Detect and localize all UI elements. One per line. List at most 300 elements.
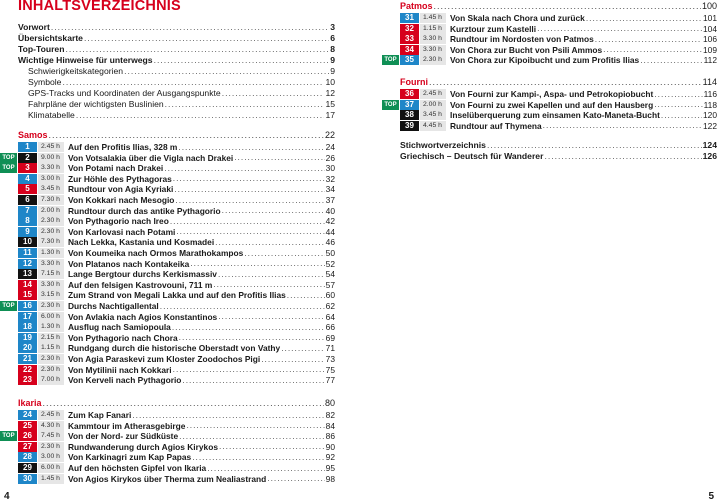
top-tour-badge: TOP xyxy=(382,100,399,110)
tour-page: 32 xyxy=(325,173,335,184)
tour-page: 69 xyxy=(325,332,335,343)
tour-number: 27 xyxy=(18,442,37,452)
tour-entry[interactable] xyxy=(18,184,335,194)
tour-title: Kammtour im Atherasgebirge xyxy=(68,420,186,431)
entry-label: Fourni xyxy=(400,77,428,87)
dot-leader xyxy=(213,279,324,290)
tour-page: 82 xyxy=(325,410,335,420)
dot-leader xyxy=(178,142,324,153)
dot-leader xyxy=(640,55,702,66)
dot-leader xyxy=(192,452,324,463)
dot-leader xyxy=(65,44,329,55)
dot-leader xyxy=(190,258,324,269)
tour-title: Von Fourni zur Kampi-, Aspa- und Petrokopiobucht xyxy=(450,89,654,99)
tour-title: Von Kokkari nach Mesogio xyxy=(68,195,175,205)
tour-entry[interactable] xyxy=(400,110,717,120)
tour-duration: 4.45 h xyxy=(420,121,446,131)
tour-page: 90 xyxy=(325,441,335,452)
tour-entry[interactable] xyxy=(18,474,335,484)
entry-label: Übersichtskarte xyxy=(18,33,83,43)
tour-page: 64 xyxy=(325,311,335,322)
dot-leader xyxy=(595,34,702,45)
top-tour-badge: TOP xyxy=(0,153,17,163)
tour-page: 24 xyxy=(325,142,335,152)
page-title: INHALTSVERZEICHNIS xyxy=(18,0,181,14)
tour-duration: 2.30 h xyxy=(38,301,64,311)
dot-leader xyxy=(218,269,325,280)
tour-page: 37 xyxy=(325,195,335,205)
tour-number: 38 xyxy=(400,110,419,120)
section-header-ikaria[interactable] xyxy=(18,398,335,409)
tour-entry[interactable] xyxy=(18,333,335,343)
tour-page: 50 xyxy=(325,248,335,258)
dot-leader xyxy=(267,473,324,484)
dot-leader xyxy=(661,110,702,121)
tour-number: 26 xyxy=(18,431,37,441)
dot-leader xyxy=(287,290,325,301)
dot-leader xyxy=(222,205,325,216)
dot-leader xyxy=(222,88,325,99)
tour-page: 120 xyxy=(703,110,717,121)
tour-title: Von der Nord- zur Südküste xyxy=(68,431,179,442)
tour-title: Rundwanderung durch Agios Kirykos xyxy=(68,441,218,452)
tour-number: 3 xyxy=(18,163,37,173)
tour-number: 9 xyxy=(18,227,37,237)
toc-entry[interactable] xyxy=(18,66,335,77)
tour-title: Rundtour auf Thymena xyxy=(450,120,542,131)
tour-entry[interactable] xyxy=(18,375,335,385)
tour-title: Zum Kap Fanari xyxy=(68,410,132,420)
tour-page: 26 xyxy=(325,152,335,163)
tour-entry[interactable] xyxy=(18,290,335,300)
tour-page: 42 xyxy=(325,216,335,227)
tour-duration: 6.00 h xyxy=(38,312,64,322)
tour-page: 106 xyxy=(703,34,717,45)
tour-duration: 2.45 h xyxy=(38,410,64,420)
tour-page: 57 xyxy=(325,279,335,290)
entry-label: Ikaria xyxy=(18,398,42,408)
entry-label: Wichtige Hinweise für unterwegs xyxy=(18,55,153,65)
entry-label: Symbole xyxy=(28,77,62,87)
dot-leader xyxy=(124,66,329,77)
page-number-left: 4 xyxy=(4,491,10,502)
tour-number: 11 xyxy=(18,248,37,258)
toc-entry[interactable] xyxy=(18,110,335,121)
toc-entry[interactable] xyxy=(18,33,335,44)
dot-leader xyxy=(543,120,702,131)
tour-page: 73 xyxy=(325,354,335,364)
tour-page: 116 xyxy=(703,89,717,99)
tour-number: 21 xyxy=(18,354,37,364)
tour-page: 109 xyxy=(703,44,717,55)
tour-title: Von Agios Kirykos über Therma zum Nealiastrand xyxy=(68,473,267,484)
tour-number: 6 xyxy=(18,195,37,205)
dot-leader xyxy=(173,173,325,184)
tour-page: 44 xyxy=(325,226,335,237)
tour-page: 60 xyxy=(325,290,335,301)
tour-entry[interactable] xyxy=(384,55,717,66)
entry-label: Schwierigkeitskategorien xyxy=(28,66,124,76)
tour-title: Von Koumeika nach Ormos Marathokampos xyxy=(68,248,244,258)
entry-page: 17 xyxy=(325,110,335,120)
entry-label: Samos xyxy=(18,130,48,140)
tour-entry[interactable] xyxy=(18,322,335,332)
entry-page: 8 xyxy=(330,44,335,54)
tour-duration: 3.30 h xyxy=(38,163,64,173)
tour-duration: 1.45 h xyxy=(38,474,64,484)
tour-number: 29 xyxy=(18,463,37,473)
tour-title: Zur Höhle des Pythagoras xyxy=(68,173,172,184)
entry-page: 80 xyxy=(324,398,335,408)
tour-entry[interactable] xyxy=(18,365,335,375)
tour-number: 5 xyxy=(18,184,37,194)
tour-entry[interactable] xyxy=(400,34,717,44)
tour-duration: 3.30 h xyxy=(420,45,446,55)
tour-page: 86 xyxy=(325,431,335,442)
tour-duration: 3.00 h xyxy=(38,174,64,184)
dot-leader xyxy=(234,152,324,163)
tour-page: 52 xyxy=(325,258,335,269)
dot-leader xyxy=(76,110,325,121)
tour-number: 23 xyxy=(18,375,37,385)
dot-leader xyxy=(51,22,329,33)
tour-page: 40 xyxy=(325,205,335,216)
dot-leader xyxy=(215,237,325,248)
tour-title: Von Chora zur Kipoibucht und zum Profitis Ilias xyxy=(450,55,640,66)
tour-number: 16 xyxy=(18,301,37,311)
tour-number: 33 xyxy=(400,34,419,44)
dot-leader xyxy=(179,332,325,343)
top-tour-badge: TOP xyxy=(0,301,17,311)
dot-leader xyxy=(487,140,702,151)
tour-title: Von Skala nach Chora und zurück xyxy=(450,13,585,23)
tour-title: Lange Bergtour durchs Kerkismassiv xyxy=(68,269,217,280)
entry-page: 22 xyxy=(324,130,335,140)
tour-page: 54 xyxy=(325,269,335,280)
tour-title: Von Potami nach Drakei xyxy=(68,163,164,174)
tour-page: 46 xyxy=(325,237,335,248)
dot-leader xyxy=(154,55,330,66)
toc-entry[interactable] xyxy=(18,88,335,99)
tour-page: 98 xyxy=(325,473,335,484)
tour-page: 34 xyxy=(325,184,335,195)
tour-title: Auf den höchsten Gipfel von Ikaria xyxy=(68,463,207,473)
tour-page: 122 xyxy=(703,120,717,131)
dot-leader xyxy=(182,375,324,386)
tour-duration: 3.30 h xyxy=(38,259,64,269)
tour-page: 118 xyxy=(703,99,717,110)
dot-leader xyxy=(174,184,324,195)
dot-leader xyxy=(179,431,325,442)
entry-label: Vorwort xyxy=(18,22,50,32)
tour-number: 1 xyxy=(18,142,37,152)
tour-entry[interactable] xyxy=(18,248,335,258)
dot-leader xyxy=(175,195,324,206)
entry-page: 124 xyxy=(702,140,717,150)
entry-page: 3 xyxy=(330,22,335,32)
tour-title: Von Agia Paraskevi zum Kloster Zoodochos Pigi xyxy=(68,354,261,364)
tour-number: 17 xyxy=(18,312,37,322)
tour-number: 20 xyxy=(18,343,37,353)
tour-duration: 4.30 h xyxy=(38,421,64,431)
tour-title: Auf den felsigen Kastrovouni, 711 m xyxy=(68,279,213,290)
tour-page: 62 xyxy=(325,301,335,311)
tour-title: Rundtour von Agia Kyriaki xyxy=(68,184,174,195)
tour-entry[interactable] xyxy=(18,237,335,247)
tour-page: 84 xyxy=(325,420,335,431)
tour-entry[interactable] xyxy=(2,301,335,311)
tour-entry[interactable] xyxy=(18,463,335,473)
section-header-fourni[interactable] xyxy=(400,77,717,88)
tour-entry[interactable] xyxy=(18,269,335,279)
tour-title: Nach Lekka, Kastania und Kosmadei xyxy=(68,237,215,248)
tour-entry[interactable] xyxy=(18,259,335,269)
tour-duration: 3.15 h xyxy=(38,290,64,300)
tour-title: Zum Strand von Megali Lakka und auf den Profitis Ilias xyxy=(68,290,286,301)
tour-entry[interactable] xyxy=(2,163,335,174)
top-tour-badge: TOP xyxy=(382,55,399,65)
tour-entry[interactable] xyxy=(18,410,335,420)
dot-leader xyxy=(261,354,324,365)
tour-duration: 2.45 h xyxy=(420,89,446,99)
tour-number: 18 xyxy=(18,322,37,332)
tour-duration: 7.00 h xyxy=(38,375,64,385)
entry-page: 9 xyxy=(330,55,335,65)
tour-title: Von Kerveli nach Pythagorio xyxy=(68,375,182,386)
tour-number: 22 xyxy=(18,365,37,375)
toc-entry-index[interactable] xyxy=(400,140,717,151)
tour-duration: 2.00 h xyxy=(38,206,64,216)
tour-number: 31 xyxy=(400,13,419,23)
tour-duration: 2.30 h xyxy=(38,365,64,375)
toc-entry[interactable] xyxy=(18,44,335,55)
tour-title: Durchs Nachtigallental xyxy=(68,301,159,311)
toc-entry[interactable] xyxy=(18,55,335,66)
tour-number: 28 xyxy=(18,452,37,462)
tour-duration: 3.30 h xyxy=(420,34,446,44)
tour-page: 112 xyxy=(703,55,717,66)
tour-number: 2 xyxy=(18,153,37,163)
tour-title: Kurztour zum Kastelli xyxy=(450,23,537,34)
tour-duration: 2.30 h xyxy=(38,216,64,226)
tour-page: 95 xyxy=(325,463,335,473)
dot-leader xyxy=(218,311,324,322)
tour-number: 24 xyxy=(18,410,37,420)
tour-title: Von Pythagorio nach Chora xyxy=(68,332,178,343)
tour-number: 12 xyxy=(18,259,37,269)
tour-duration: 6.00 h xyxy=(38,463,64,473)
tour-number: 4 xyxy=(18,174,37,184)
tour-number: 30 xyxy=(18,474,37,484)
tour-number: 7 xyxy=(18,206,37,216)
dot-leader xyxy=(186,420,324,431)
dot-leader xyxy=(132,410,324,421)
tour-page: 71 xyxy=(325,343,335,354)
tour-number: 37 xyxy=(400,100,419,110)
tour-duration: 7.15 h xyxy=(38,269,64,279)
tour-entry[interactable] xyxy=(400,24,717,34)
tour-page: 92 xyxy=(325,452,335,463)
dot-leader xyxy=(654,89,702,100)
tour-entry[interactable] xyxy=(18,206,335,216)
tour-entry[interactable] xyxy=(18,452,335,462)
tour-duration: 1.30 h xyxy=(38,322,64,332)
tour-duration: 1.15 h xyxy=(420,24,446,34)
entry-page: 12 xyxy=(325,88,335,98)
toc-entry-glossary[interactable] xyxy=(400,151,717,162)
tour-entry[interactable] xyxy=(18,343,335,353)
tour-page: 104 xyxy=(703,23,717,34)
tour-title: Rundtour im Nordosten von Patmos xyxy=(450,34,594,45)
entry-page: 126 xyxy=(702,151,717,161)
tour-entry[interactable] xyxy=(18,421,335,431)
tour-entry[interactable] xyxy=(400,89,717,99)
section-header-samos[interactable] xyxy=(18,130,335,141)
dot-leader xyxy=(170,216,325,227)
tour-duration: 2.30 h xyxy=(38,442,64,452)
tour-number: 13 xyxy=(18,269,37,279)
tour-number: 34 xyxy=(400,45,419,55)
tour-entry[interactable] xyxy=(2,152,335,163)
tour-number: 35 xyxy=(400,55,419,65)
entry-label: GPS-Tracks und Koordinaten der Ausgangspunkte xyxy=(28,88,221,98)
dot-leader xyxy=(537,23,702,34)
tour-page: 77 xyxy=(325,375,335,386)
tour-entry[interactable] xyxy=(18,280,335,290)
toc-entry[interactable] xyxy=(18,22,335,33)
tour-duration: 7.30 h xyxy=(38,237,64,247)
dot-leader xyxy=(429,77,702,88)
page-number-right: 5 xyxy=(708,491,714,502)
dot-leader xyxy=(164,163,324,174)
tour-number: 25 xyxy=(18,421,37,431)
tour-duration: 7.30 h xyxy=(38,195,64,205)
dot-leader xyxy=(49,130,324,141)
dot-leader xyxy=(244,248,324,259)
tour-entry[interactable] xyxy=(18,227,335,237)
dot-leader xyxy=(281,343,324,354)
tour-title: Auf den Profitis Ilias, 328 m xyxy=(68,142,178,152)
section-header-patmos[interactable] xyxy=(400,1,717,12)
tour-entry[interactable] xyxy=(18,442,335,452)
tour-title: Von Pythagorio nach Ireo xyxy=(68,216,169,227)
dot-leader xyxy=(603,44,702,55)
entry-label: Fahrpläne der wichtigsten Buslinien xyxy=(28,99,164,109)
tour-number: 36 xyxy=(400,89,419,99)
tour-entry[interactable] xyxy=(18,195,335,205)
dot-leader xyxy=(544,151,701,162)
tour-page: 101 xyxy=(703,13,717,23)
entry-page: 10 xyxy=(325,77,335,87)
entry-label: Klimatabelle xyxy=(28,110,75,120)
tour-entry[interactable] xyxy=(400,121,717,131)
tour-title: Inselüberquerung zum einsamen Kato-Maneta-Bucht xyxy=(450,110,660,121)
top-tour-badge: TOP xyxy=(0,163,17,173)
dot-leader xyxy=(165,99,325,110)
tour-entry[interactable] xyxy=(400,45,717,55)
tour-page: 66 xyxy=(325,322,335,333)
tour-duration: 2.15 h xyxy=(38,333,64,343)
tour-entry[interactable] xyxy=(18,216,335,226)
dot-leader xyxy=(62,77,324,88)
entry-page: 6 xyxy=(330,33,335,43)
tour-entry[interactable] xyxy=(2,431,335,442)
tour-entry[interactable] xyxy=(18,142,335,152)
toc-entry[interactable] xyxy=(18,77,335,88)
tour-number: 8 xyxy=(18,216,37,226)
dot-leader xyxy=(586,13,702,24)
dot-leader xyxy=(173,364,325,375)
tour-title: Von Fourni zu zwei Kapellen und auf den Hausberg xyxy=(450,99,654,110)
entry-page: 100 xyxy=(701,1,717,11)
tour-title: Von Avlakia nach Agios Konstantinos xyxy=(68,311,218,322)
dot-leader xyxy=(172,322,325,333)
tour-title: Rundtour durch das antike Pythagorio xyxy=(68,205,221,216)
tour-title: Von Karkinagri zum Kap Papas xyxy=(68,452,192,463)
tour-entry[interactable] xyxy=(18,174,335,184)
tour-duration: 2.00 h xyxy=(420,100,446,110)
tour-duration: 1.45 h xyxy=(420,13,446,23)
entry-page: 15 xyxy=(325,99,335,109)
tour-number: 39 xyxy=(400,121,419,131)
tour-duration: 1.30 h xyxy=(38,248,64,258)
tour-duration: 2.30 h xyxy=(38,227,64,237)
tour-title: Von Mytilinii nach Kokkari xyxy=(68,364,172,375)
dot-leader xyxy=(84,33,329,44)
dot-leader xyxy=(219,441,325,452)
toc-entry[interactable] xyxy=(18,99,335,110)
tour-duration: 1.15 h xyxy=(38,343,64,353)
tour-duration: 2.30 h xyxy=(420,55,446,65)
tour-entry[interactable] xyxy=(18,312,335,322)
dot-leader xyxy=(434,1,701,12)
dot-leader xyxy=(160,301,325,312)
tour-number: 19 xyxy=(18,333,37,343)
tour-duration: 3.30 h xyxy=(38,280,64,290)
tour-duration: 3.45 h xyxy=(420,110,446,120)
tour-title: Ausflug nach Samiopoula xyxy=(68,322,171,333)
tour-title: Von Chora zur Bucht von Psili Ammos xyxy=(450,44,603,55)
dot-leader xyxy=(176,226,324,237)
tour-duration: 2.45 h xyxy=(38,142,64,152)
tour-duration: 9.00 h xyxy=(38,153,64,163)
entry-label: Top-Touren xyxy=(18,44,65,54)
entry-label: Patmos xyxy=(400,1,433,11)
entry-page: 114 xyxy=(702,77,717,87)
entry-label: Griechisch – Deutsch für Wanderer xyxy=(400,151,544,161)
tour-entry[interactable] xyxy=(18,354,335,364)
tour-title: Von Votsalakia über die Vigla nach Drakei xyxy=(68,152,234,163)
tour-entry[interactable] xyxy=(384,99,717,110)
tour-duration: 7.45 h xyxy=(38,431,64,441)
tour-title: Von Platanos nach Kontakeika xyxy=(68,258,190,269)
tour-title: Rundgang durch die historische Oberstadt von Vathy xyxy=(68,343,281,354)
tour-duration: 3.00 h xyxy=(38,452,64,462)
tour-number: 10 xyxy=(18,237,37,247)
tour-page: 30 xyxy=(325,163,335,174)
entry-page: 9 xyxy=(330,66,335,76)
tour-entry[interactable] xyxy=(400,13,717,23)
tour-number: 32 xyxy=(400,24,419,34)
dot-leader xyxy=(43,398,324,409)
dot-leader xyxy=(207,463,324,474)
dot-leader xyxy=(654,99,702,110)
entry-label: Stichwortverzeichnis xyxy=(400,140,486,150)
tour-number: 15 xyxy=(18,290,37,300)
tour-number: 14 xyxy=(18,280,37,290)
tour-duration: 3.45 h xyxy=(38,184,64,194)
tour-duration: 2.30 h xyxy=(38,354,64,364)
